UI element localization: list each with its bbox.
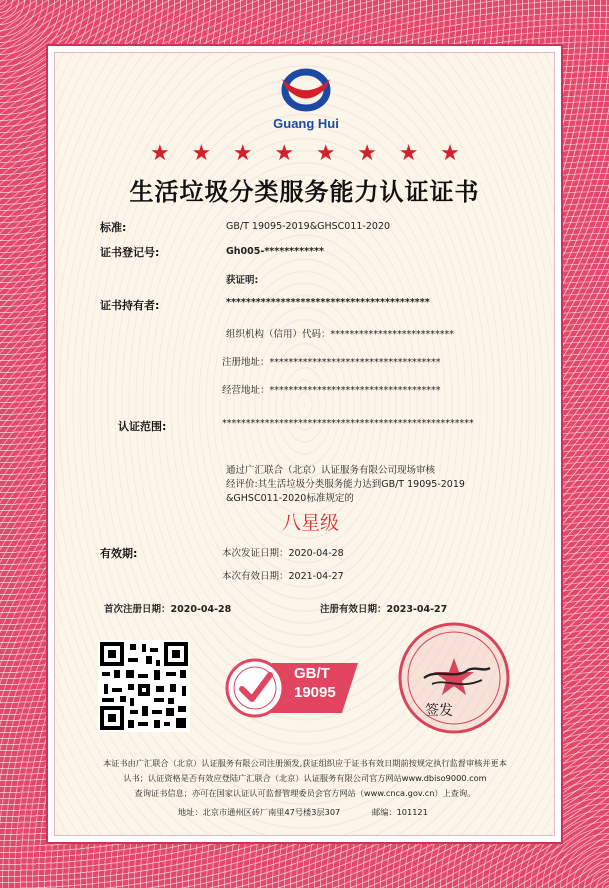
validity-label: 有效期: [100,547,138,560]
logo-emblem-icon [268,64,344,118]
reg-no-label: 证书登记号: [100,246,160,259]
issuer-signature-label: 签发 [425,703,453,719]
certified-label: 获证明: [226,275,259,286]
standard-label: 标准: [100,221,127,234]
star-icon: ★ [191,141,212,166]
grade-level: 八星级 [282,512,340,534]
first-registration-date: 首次注册日期：2020-04-28 [104,604,232,615]
registration-valid-date: 注册有效日期：2023-04-27 [320,604,448,615]
star-icon: ★ [232,141,253,166]
star-icon: ★ [315,141,336,166]
registered-address: 注册地址：************************************ [222,357,441,368]
qr-code-icon [98,640,190,732]
certificate-title: 生活垃圾分类服务能力认证证书 [129,178,480,206]
footer-line: 查询证书信息；亦可在国家认证认可监督管理委员会官方网站（www.cnca.gov.cn）上查询。 [134,788,476,798]
evaluation-line: 通过广汇联合（北京）认证服务有限公司现场审核 [226,465,436,476]
standard-value: GB/T 19095-2019&GHSC011-2020 [226,221,391,232]
logo-text: Guang Hui [273,116,339,131]
scope-label: 认证范围: [118,420,167,433]
footer-notes [70,756,540,801]
footer-line: 认书；认证资格是否有效应登陆广汇联合（北京）认证服务有限公司官方网站www.dbiso9000.com [123,773,487,783]
evaluation-text [226,464,486,506]
badge-text-number: 19095 [294,684,336,701]
business-address: 经营地址：************************************ [222,385,441,396]
postal-code: 邮编：101121 [372,807,428,817]
org-code: 组织机构（信用）代码：************************** [226,329,455,340]
star-icon: ★ [150,141,170,166]
footer-line: 本证书由广汇联合（北京）认证服务有限公司注册颁发,获证组织应于证书有效日期前按规定执行监督审核并更本 [103,758,507,768]
company-address: 地址：北京市通州区砖厂南里47号楼3层307 [178,807,341,817]
official-seal [396,620,512,736]
rating-stars [150,143,460,167]
evaluation-line: &GHSC011-2020标准规定的 [226,493,354,504]
star-icon: ★ [398,141,419,166]
badge-text-standard: GB/T [294,665,330,682]
star-icon: ★ [274,141,295,166]
qr-code [98,640,190,732]
seal-stamp-icon [396,620,512,736]
gbt-badge [222,657,372,719]
reg-no-value: Gh005-************ [226,246,324,257]
issue-date: 本次发证日期：2020-04-28 [222,548,344,559]
scope-value: ***************************************************** [222,418,474,429]
evaluation-line: 经评价:其生活垃圾分类服务能力达到GB/T 19095-2019 [226,479,465,490]
holder-label: 证书持有者: [100,299,160,312]
star-icon: ★ [357,141,377,166]
expire-date: 本次有效日期：2021-04-27 [222,571,344,582]
guanghui-logo [268,64,344,138]
star-icon: ★ [440,141,460,166]
holder-value: ***************************************** [226,297,430,308]
